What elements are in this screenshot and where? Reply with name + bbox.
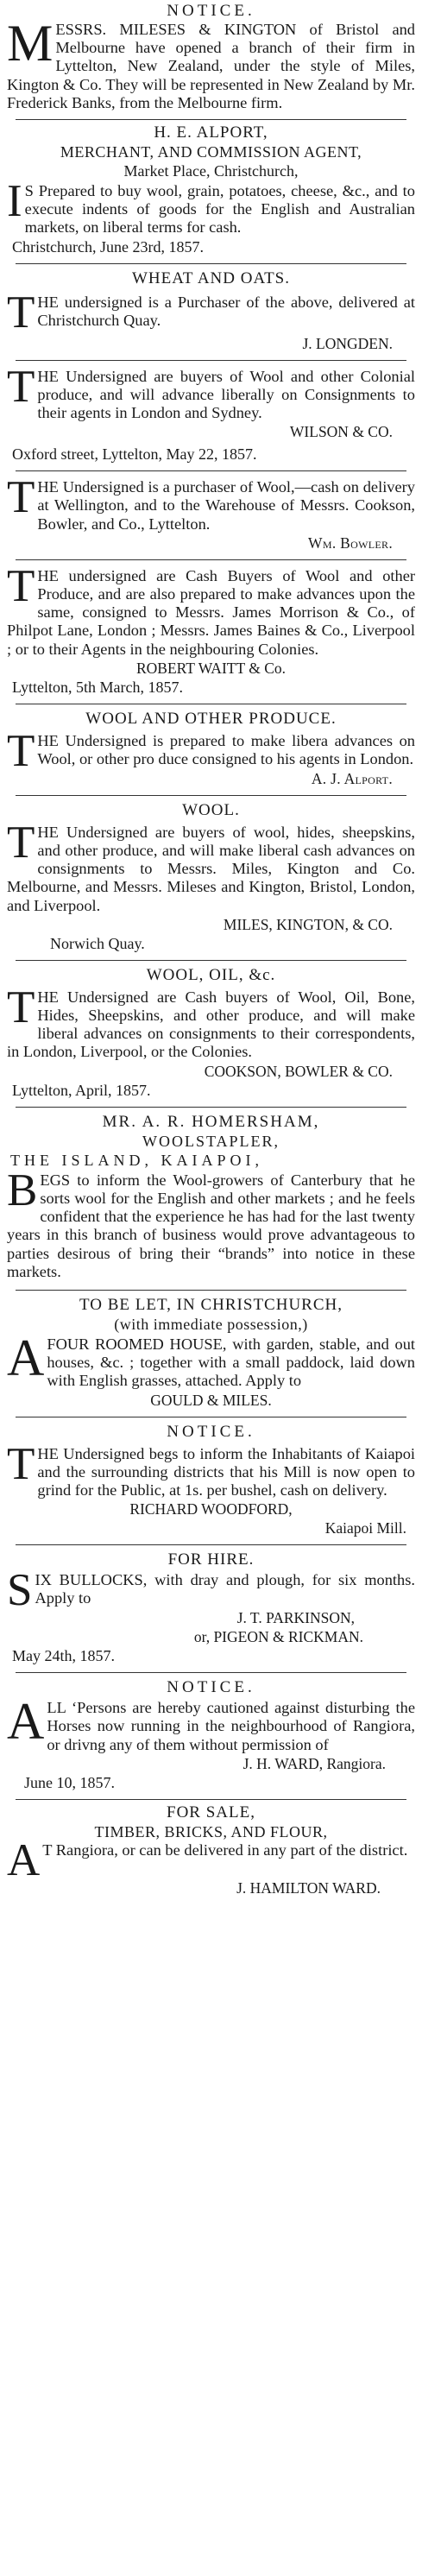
ad-notice-woodford bbox=[7, 1417, 415, 1538]
ad-homersham bbox=[7, 1108, 415, 1281]
drop-cap: A bbox=[7, 1693, 45, 1751]
ad-signature: WILSON & CO. bbox=[289, 423, 393, 441]
ad-signature: J. LONGDEN. bbox=[302, 334, 393, 352]
ad-bowler bbox=[7, 471, 415, 552]
ad-signature: RICHARD WOODFORD, bbox=[129, 1500, 293, 1518]
ad-dateline: Lyttelton, April, 1857. bbox=[12, 1081, 151, 1099]
drop-cap: A bbox=[7, 1834, 41, 1885]
ad-waitt bbox=[7, 560, 415, 697]
ad-location: Market Place, Christchurch, bbox=[123, 162, 299, 180]
ad-body: THE undersigned is a Purchaser of the above, delivered at Christchurch Quay. bbox=[7, 287, 415, 338]
ad-body: MESSRS. MILESES & KINGTON of Bristol and Melbourne have opened a branch of their firm in Lyttelton, New Zealand, under the style of Miles, Kington & Co. They will be represented in New Zealand by Mr. Frederick Banks, from the Melbourne firm. bbox=[7, 15, 415, 111]
ad-signature: J. HAMILTON WARD. bbox=[236, 1878, 381, 1897]
ad-wilson bbox=[7, 361, 415, 464]
ad-subheading: TIMBER, BRICKS, AND FLOUR, bbox=[94, 1822, 328, 1840]
ad-body: THE Undersigned are buyers of wool, hides, sheepskins, and other produce, and will make liberal cash advances on consignments to Messrs. Miles, Kington and Co. Melbourne, and Messrs. Mileses and Kington, Bristol, London, and Liverpool. bbox=[7, 817, 415, 914]
ad-wheat-oats bbox=[7, 264, 415, 353]
drop-cap: I bbox=[7, 176, 22, 227]
ad-signature: ROBERT WAITT & Co. bbox=[136, 659, 286, 677]
drop-cap: T bbox=[7, 361, 35, 412]
ad-signature: GOULD & MILES. bbox=[150, 1391, 272, 1409]
ad-body: SIX BULLOCKS, with dray and plough, for six months. Apply to bbox=[7, 1565, 415, 1616]
ad-for-sale bbox=[7, 1800, 415, 1897]
ad-body: THE Undersigned are buyers of Wool and other Colonial produce, and will advance liberally on Consignments to their agents in London and Sydney. bbox=[7, 361, 415, 422]
ad-body: I S Prepared to buy wool, grain, potatoes, cheese, &c., and to execute indents of goods for the English and Australian markets, on liberal terms for cash. bbox=[7, 176, 415, 237]
ad-notice-ward bbox=[7, 1673, 415, 1792]
ad-subheading: MERCHANT, AND COMMISSION AGENT, bbox=[60, 143, 362, 161]
ad-heading: TO BE LET, IN CHRISTCHURCH, bbox=[79, 1295, 343, 1314]
ad-signature: J. T. PARKINSON, bbox=[236, 1609, 355, 1627]
ad-location: THE ISLAND, KAIAPOI, bbox=[10, 1151, 263, 1169]
ad-to-let bbox=[7, 1291, 415, 1410]
ad-dateline: Oxford street, Lyttelton, May 22, 1857. bbox=[12, 445, 257, 464]
ad-heading: WOOL, OIL, &c. bbox=[146, 965, 276, 984]
ad-body: THE Undersigned begs to inform the Inhabitants of Kaiapoi and the surrounding districts that his Mill is now open to grind for the Public, at 1s. per bushel, cash on delivery. bbox=[7, 1438, 415, 1499]
drop-cap: T bbox=[7, 1438, 35, 1489]
ad-wool-oil bbox=[7, 961, 415, 1100]
ad-subheading: (with immediate possession,) bbox=[114, 1315, 308, 1333]
ad-heading: WHEAT AND OATS. bbox=[131, 268, 290, 287]
drop-cap: T bbox=[7, 817, 35, 868]
ad-signature: A. J. Alport. bbox=[311, 769, 393, 787]
ad-body: BEGS to inform the Wool-growers of Canterbury that he sorts wool for the English and other markets ; and he feels confident that the experience he has had for the last twenty years in this branch of business would prove advantageous to parties desirous of bring their “brands” into notice in these markets. bbox=[7, 1165, 415, 1280]
ad-dateline: Christchurch, June 23rd, 1857. bbox=[12, 237, 204, 256]
ad-signature: J. H. WARD, Rangiora. bbox=[242, 1754, 386, 1772]
ad-heading: MR. A. R. HOMERSHAM, bbox=[102, 1112, 320, 1131]
drop-cap: A bbox=[7, 1329, 45, 1386]
ad-dateline: May 24th, 1857. bbox=[12, 1647, 115, 1665]
ad-body: THE Undersigned is a purchaser of Wool,—cash on delivery at Wellington, and to the Warehouse of Messrs. Cookson, Bowler, and Co., Lyttelton. bbox=[7, 472, 415, 533]
drop-cap: T bbox=[7, 560, 35, 611]
ad-heading: WOOL. bbox=[182, 800, 240, 819]
ad-alport-merchant bbox=[7, 120, 415, 256]
drop-cap: M bbox=[7, 15, 54, 72]
drop-cap: T bbox=[7, 982, 35, 1032]
ad-dateline: Norwich Quay. bbox=[50, 934, 145, 952]
drop-cap: B bbox=[7, 1165, 38, 1215]
ad-heading: WOOL AND OTHER PRODUCE. bbox=[85, 709, 337, 728]
ad-body: AFOUR ROOMED HOUSE, with garden, stable, and out houses, &c. ; together with a small paddock, laid down with English grasses, attached. Apply to bbox=[7, 1329, 415, 1390]
ad-notice-mileses bbox=[7, 0, 415, 112]
ad-signature: Wm. Bowler. bbox=[308, 534, 393, 552]
ad-subheading: WOOLSTAPLER, bbox=[142, 1132, 280, 1150]
ad-body: THE Undersigned are Cash buyers of Wool, Oil, Bone, Hides, Sheepskins, and other produce, and will make liberal advances on consignments to their correspondents, in London, Liverpool, or the Colonies. bbox=[7, 982, 415, 1061]
ad-body: THE undersigned are Cash Buyers of Wool and other Produce, and are also prepared to make advances upon the same, consigned to Messrs. James Morrison & Co., of Philpot Lane, London ; Messrs. James Baines & Co., Liverpool ; or to their Agents in the neighbouring Colonies. bbox=[7, 560, 415, 658]
ad-body: A T Rangiora, or can be delivered in any part of the district. bbox=[7, 1834, 408, 1885]
ad-heading: FOR SALE, bbox=[167, 1803, 255, 1822]
ad-heading: H. E. ALPORT, bbox=[154, 123, 268, 142]
ad-for-hire bbox=[7, 1545, 415, 1665]
ad-heading: NOTICE. bbox=[167, 2, 255, 20]
ad-body: ALL ‘Persons are hereby cautioned against disturbing the Horses now running in the neighbourhood of Rangiora, or drivng any of them without permission of bbox=[7, 1693, 415, 1753]
ad-heading: FOR HIRE. bbox=[167, 1550, 255, 1569]
ad-dateline: June 10, 1857. bbox=[24, 1773, 115, 1791]
drop-cap: T bbox=[7, 725, 35, 776]
drop-cap: T bbox=[7, 287, 35, 338]
ad-heading: NOTICE. bbox=[167, 1678, 255, 1697]
ad-dateline: Lyttelton, 5th March, 1857. bbox=[12, 678, 183, 696]
drop-cap: T bbox=[7, 472, 35, 523]
ad-signature: COOKSON, BOWLER & CO. bbox=[204, 1062, 393, 1080]
ad-wool-produce bbox=[7, 704, 415, 788]
ad-heading: NOTICE. bbox=[167, 1422, 255, 1441]
ad-wool-miles bbox=[7, 796, 415, 953]
ad-signature-alt: or, PIGEON & RICKMAN. bbox=[193, 1628, 363, 1646]
ad-signature: MILES, KINGTON, & CO. bbox=[223, 915, 393, 933]
ad-body: THE Undersigned is prepared to make libera advances on Wool, or other pro duce consigned to his agents in London. bbox=[7, 725, 415, 776]
ad-signature-place: Kaiapoi Mill. bbox=[324, 1519, 406, 1537]
drop-cap: S bbox=[7, 1565, 33, 1616]
